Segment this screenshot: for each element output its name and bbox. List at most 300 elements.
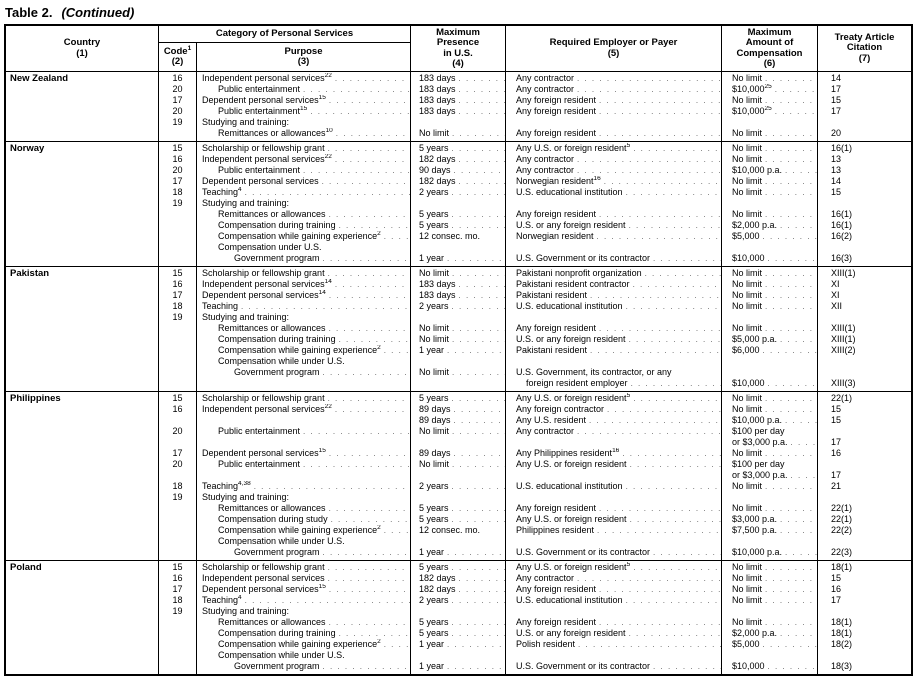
employer-cell xyxy=(506,404,721,415)
employer-cell xyxy=(506,492,721,503)
cell-text: Scholarship or fellowship grant xyxy=(202,562,325,572)
citation-cell: XIII(1) xyxy=(831,334,856,344)
presence-cell xyxy=(411,404,505,415)
compensation-cell xyxy=(722,415,817,426)
purpose-footnote-ref: 2 xyxy=(377,231,381,237)
compensation-cell xyxy=(722,154,817,165)
leader-dots xyxy=(329,617,410,628)
employer-cell xyxy=(506,514,721,525)
purpose-cell xyxy=(197,117,410,128)
leader-dots xyxy=(630,459,721,470)
leader-dots xyxy=(590,290,721,301)
presence-cell xyxy=(411,617,505,628)
compensation-cell xyxy=(722,536,817,547)
purpose-cell xyxy=(197,514,410,525)
citation-cell xyxy=(818,650,911,661)
cell-text: No limit xyxy=(732,154,763,164)
header-line: Maximum xyxy=(747,26,792,38)
cell-text: $5,000 xyxy=(732,639,760,649)
cell-text: Dependent personal services$^{15}$ xyxy=(202,584,326,594)
cell-text: 5 years xyxy=(419,628,449,638)
leader-dots xyxy=(599,584,721,595)
cell-text: Any U.S. or foreign resident$^5$ xyxy=(516,562,631,572)
country-block xyxy=(6,142,911,267)
citation-cell: 17 xyxy=(831,106,842,116)
cell-text: $2,000 p.a. xyxy=(732,628,778,638)
purpose-cell xyxy=(197,128,410,139)
code-cell xyxy=(159,367,196,378)
cell-text: No limit xyxy=(732,503,763,513)
presence-cell xyxy=(411,231,505,242)
citation-cell xyxy=(818,242,911,253)
purpose-cell xyxy=(197,334,410,345)
employer-cell xyxy=(506,220,721,231)
cell-text: Scholarship or fellowship grant xyxy=(202,393,325,403)
compensation-cell xyxy=(722,84,817,95)
cell-text: Studying and training: xyxy=(202,492,290,502)
leader-dots xyxy=(335,154,410,165)
cell-text: 2 years xyxy=(419,187,449,197)
code-cell: 16 xyxy=(172,573,183,583)
code-cell: 15 xyxy=(172,562,183,572)
leader-dots xyxy=(241,301,410,312)
cell-text: Compensation while under U.S. xyxy=(218,356,345,366)
leader-dots xyxy=(775,106,817,117)
code-cell: 19 xyxy=(172,492,183,502)
leader-dots xyxy=(245,187,410,198)
cell-text: 5 years xyxy=(419,393,449,403)
leader-dots xyxy=(629,334,721,345)
compensation-cell xyxy=(722,547,817,558)
code-cell: 18 xyxy=(172,481,183,491)
presence-cell xyxy=(411,312,505,323)
purpose-cell xyxy=(197,312,410,323)
cell-text: Government program xyxy=(234,253,320,263)
code-cell xyxy=(159,242,196,253)
country-name: New Zealand xyxy=(10,73,69,84)
presence-cell xyxy=(411,187,505,198)
citation-cell: 14 xyxy=(831,176,842,186)
citation-cell: 17 xyxy=(831,84,842,94)
code-cell: 20 xyxy=(172,84,183,94)
purpose-cell xyxy=(197,470,410,481)
presence-cell xyxy=(411,323,505,334)
code-cell: 15 xyxy=(172,143,183,153)
leader-dots xyxy=(447,345,505,356)
compensation-cell xyxy=(722,268,817,279)
compensation-cell xyxy=(722,312,817,323)
presence-cell xyxy=(411,393,505,404)
leader-dots xyxy=(765,268,817,279)
cell-text: No limit xyxy=(419,426,450,436)
leader-dots xyxy=(310,106,410,117)
employer-cell xyxy=(506,503,721,514)
leader-dots xyxy=(452,514,505,525)
compensation-cell xyxy=(722,356,817,367)
compensation-cell xyxy=(722,345,817,356)
presence-cell xyxy=(411,154,505,165)
presence-cell xyxy=(411,367,505,378)
cell-text: 182 days xyxy=(419,176,456,186)
cell-text: $2,000 p.a. xyxy=(732,220,778,230)
purpose-cell xyxy=(197,393,410,404)
purpose-cell xyxy=(197,187,410,198)
code-cell xyxy=(159,437,196,448)
leader-dots xyxy=(323,367,410,378)
code-cell: 20 xyxy=(172,426,183,436)
code-cell: 17 xyxy=(172,448,183,458)
cell-text: Any U.S. or foreign resident xyxy=(516,459,627,469)
presence-cell xyxy=(411,253,505,264)
citation-cell xyxy=(818,606,911,617)
cell-text: Independent personal services$^{14}$ xyxy=(202,279,332,289)
leader-dots xyxy=(765,187,817,198)
cell-text: or $3,000 p.a. xyxy=(732,470,788,480)
cell-text: U.S. or any foreign resident xyxy=(516,628,626,638)
code-cell xyxy=(159,639,196,650)
presence-cell xyxy=(411,547,505,558)
code-cell: 20 xyxy=(172,459,183,469)
code-cell: 19 xyxy=(172,198,183,208)
employer-cell xyxy=(506,547,721,558)
cell-text: No limit xyxy=(732,95,763,105)
leader-dots xyxy=(331,514,410,525)
purpose-cell xyxy=(197,492,410,503)
code-column xyxy=(159,561,197,674)
country-column xyxy=(6,561,159,674)
cell-text: $7,500 p.a. xyxy=(732,525,778,535)
cell-text: 12 consec. mo. xyxy=(419,525,481,535)
cell-text: Compensation while gaining experience$^2$ xyxy=(218,525,381,535)
cell-text: Dependent personal services$^{15}$ xyxy=(202,448,326,458)
code-cell: 19 xyxy=(172,606,183,616)
leader-dots xyxy=(452,595,505,606)
leader-dots xyxy=(329,448,410,459)
leader-dots xyxy=(780,514,817,525)
employer-cell xyxy=(506,143,721,154)
compensation-cell xyxy=(722,573,817,584)
leader-dots xyxy=(452,334,505,345)
leader-dots xyxy=(765,73,817,84)
cell-text: Remittances or allowances xyxy=(218,617,326,627)
citation-cell: 16(2) xyxy=(831,231,853,241)
cell-text: 5 years xyxy=(419,209,449,219)
employer-cell xyxy=(506,481,721,492)
cell-text: 182 days xyxy=(419,573,456,583)
compensation-cell xyxy=(722,595,817,606)
leader-dots xyxy=(328,268,410,279)
compensation-cell xyxy=(722,639,817,650)
leader-dots xyxy=(447,639,505,650)
purpose-footnote-ref: 2 xyxy=(377,525,381,531)
compensation-column xyxy=(722,267,818,391)
presence-cell xyxy=(411,661,505,672)
presence-cell xyxy=(411,595,505,606)
cell-text: 5 years xyxy=(419,562,449,572)
leader-dots xyxy=(452,301,505,312)
leader-dots xyxy=(775,84,817,95)
leader-dots xyxy=(454,415,505,426)
code-cell xyxy=(159,345,196,356)
code-cell xyxy=(159,470,196,481)
cell-text: Government program xyxy=(234,367,320,377)
employer-footnote-ref: 16 xyxy=(612,448,620,454)
cell-text: $10,000 xyxy=(732,661,765,671)
header-compensation xyxy=(722,26,818,71)
cell-text: Norwegian resident xyxy=(516,231,594,241)
code-cell: 15 xyxy=(172,268,183,278)
leader-dots xyxy=(329,209,410,220)
purpose-cell xyxy=(197,176,410,187)
leader-dots xyxy=(785,165,817,176)
cell-text: 5 years xyxy=(419,617,449,627)
leader-dots xyxy=(599,503,721,514)
cell-text: 183 days xyxy=(419,106,456,116)
cell-text: No limit xyxy=(732,562,763,572)
cell-text: No limit xyxy=(419,323,450,333)
purpose-cell xyxy=(197,268,410,279)
leader-dots xyxy=(452,143,505,154)
presence-cell xyxy=(411,415,505,426)
presence-cell xyxy=(411,584,505,595)
presence-cell xyxy=(411,143,505,154)
compensation-cell xyxy=(722,117,817,128)
employer-cell xyxy=(506,378,721,389)
cell-text: Scholarship or fellowship grant xyxy=(202,268,325,278)
leader-dots xyxy=(589,415,721,426)
employer-cell xyxy=(506,617,721,628)
purpose-footnote-ref: 10 xyxy=(325,128,333,134)
leader-dots xyxy=(452,367,505,378)
purpose-cell xyxy=(197,584,410,595)
purpose-cell xyxy=(197,595,410,606)
cell-text: No limit xyxy=(732,448,763,458)
leader-dots xyxy=(765,95,817,106)
presence-cell xyxy=(411,220,505,231)
cell-text: Any contractor xyxy=(516,426,575,436)
purpose-cell xyxy=(197,525,410,536)
presence-cell xyxy=(411,345,505,356)
cell-text: Independent personal services$^{22}$ xyxy=(202,73,332,83)
citation-cell: 13 xyxy=(831,154,842,164)
compensation-cell xyxy=(722,661,817,672)
employer-cell xyxy=(506,106,721,117)
cell-text: Compensation while gaining experience$^2$ xyxy=(218,639,381,649)
purpose-cell xyxy=(197,356,410,367)
purpose-cell xyxy=(197,143,410,154)
purpose-column xyxy=(197,72,411,141)
citation-cell: XII xyxy=(831,301,843,311)
compensation-cell xyxy=(722,393,817,404)
leader-dots xyxy=(622,448,721,459)
employer-cell xyxy=(506,209,721,220)
presence-cell xyxy=(411,448,505,459)
purpose-cell xyxy=(197,481,410,492)
code-cell xyxy=(159,231,196,242)
leader-dots xyxy=(447,547,505,558)
cell-text: No limit xyxy=(732,301,763,311)
purpose-cell xyxy=(197,437,410,448)
leader-dots xyxy=(765,301,817,312)
purpose-cell xyxy=(197,301,410,312)
purpose-footnote-ref: 22 xyxy=(324,404,332,410)
compensation-cell xyxy=(722,242,817,253)
presence-cell xyxy=(411,378,505,389)
purpose-cell xyxy=(197,209,410,220)
citation-cell: 18(1) xyxy=(831,628,853,638)
employer-cell xyxy=(506,661,721,672)
citation-column xyxy=(818,72,911,141)
code-column xyxy=(159,267,197,391)
presence-column xyxy=(411,392,506,560)
cell-text: Any foreign resident xyxy=(516,503,597,513)
cell-text: Any contractor xyxy=(516,73,575,83)
cell-text: 183 days xyxy=(419,84,456,94)
citation-cell: 16 xyxy=(831,584,842,594)
presence-column xyxy=(411,267,506,391)
leader-dots xyxy=(303,84,410,95)
leader-dots xyxy=(780,334,817,345)
leader-dots xyxy=(785,415,817,426)
leader-dots xyxy=(459,95,505,106)
employer-cell xyxy=(506,562,721,573)
leader-dots xyxy=(245,595,410,606)
employer-cell xyxy=(506,639,721,650)
employer-cell xyxy=(506,573,721,584)
code-cell xyxy=(159,525,196,536)
cell-text: U.S. or any foreign resident xyxy=(516,220,626,230)
employer-cell xyxy=(506,323,721,334)
compensation-cell xyxy=(722,628,817,639)
employer-cell xyxy=(506,84,721,95)
leader-dots xyxy=(765,154,817,165)
cell-text: 5 years xyxy=(419,220,449,230)
presence-cell xyxy=(411,562,505,573)
citation-cell: 18(1) xyxy=(831,562,853,572)
compensation-cell xyxy=(722,106,817,117)
cell-text: Studying and training: xyxy=(202,198,290,208)
leader-dots xyxy=(626,595,721,606)
code-cell: 17 xyxy=(172,95,183,105)
leader-dots xyxy=(780,628,817,639)
country-column xyxy=(6,267,159,391)
header-purpose-label: Purpose xyxy=(284,45,323,57)
leader-dots xyxy=(780,220,817,231)
leader-dots xyxy=(633,279,721,290)
cell-text: No limit xyxy=(732,481,763,491)
presence-cell xyxy=(411,606,505,617)
leader-dots xyxy=(597,231,721,242)
cell-text: Independent personal services$^{22}$ xyxy=(202,404,332,414)
presence-cell xyxy=(411,470,505,481)
header-employer-label: Required Employer or Payer xyxy=(549,37,678,48)
purpose-column xyxy=(197,392,411,560)
purpose-cell xyxy=(197,639,410,650)
code-cell xyxy=(159,334,196,345)
citation-cell: 15 xyxy=(831,404,842,414)
leader-dots xyxy=(459,106,505,117)
presence-cell xyxy=(411,536,505,547)
presence-cell xyxy=(411,73,505,84)
purpose-cell xyxy=(197,573,410,584)
cell-text: No limit xyxy=(732,187,763,197)
employer-cell xyxy=(506,628,721,639)
citation-column xyxy=(818,142,911,266)
purpose-footnote-ref: 15 xyxy=(318,584,326,590)
leader-dots xyxy=(452,209,505,220)
citation-cell: 16(1) xyxy=(831,220,853,230)
leader-dots xyxy=(577,84,721,95)
purpose-cell xyxy=(197,290,410,301)
country-block xyxy=(6,72,911,142)
cell-text: No limit xyxy=(732,584,763,594)
citation-cell: 18(2) xyxy=(831,639,853,649)
leader-dots xyxy=(763,345,817,356)
leader-dots xyxy=(452,459,505,470)
purpose-cell xyxy=(197,503,410,514)
purpose-cell xyxy=(197,73,410,84)
purpose-cell xyxy=(197,367,410,378)
purpose-cell xyxy=(197,323,410,334)
cell-text: 183 days xyxy=(419,279,456,289)
employer-column xyxy=(506,72,722,141)
treaty-table xyxy=(4,24,913,676)
header-line: (7) xyxy=(858,52,871,64)
code-cell: 18 xyxy=(172,187,183,197)
leader-dots xyxy=(452,393,505,404)
code-cell: 20 xyxy=(172,106,183,116)
code-cell xyxy=(159,415,196,426)
compensation-cell xyxy=(722,492,817,503)
leader-dots xyxy=(452,323,505,334)
compensation-cell xyxy=(722,220,817,231)
code-cell xyxy=(159,650,196,661)
citation-cell: 20 xyxy=(831,128,842,138)
employer-cell xyxy=(506,393,721,404)
compensation-cell xyxy=(722,198,817,209)
leader-dots xyxy=(765,595,817,606)
employer-column xyxy=(506,142,722,266)
presence-cell xyxy=(411,95,505,106)
code-cell xyxy=(159,661,196,672)
leader-dots xyxy=(459,573,505,584)
citation-cell xyxy=(818,536,911,547)
cell-text: 1 year xyxy=(419,547,445,557)
header-employer xyxy=(506,26,722,71)
leader-dots xyxy=(335,279,410,290)
presence-cell xyxy=(411,426,505,437)
cell-text: $5,000 xyxy=(732,231,760,241)
purpose-footnote-ref: 14 xyxy=(318,290,326,296)
cell-text: Independent personal services xyxy=(202,573,325,583)
purpose-footnote-ref: 4,38 xyxy=(238,481,251,487)
employer-cell xyxy=(506,154,721,165)
leader-dots xyxy=(633,393,721,404)
header-code-text: Code xyxy=(163,45,188,57)
compensation-cell xyxy=(722,279,817,290)
country-column xyxy=(6,392,159,560)
cell-text: No limit xyxy=(419,334,450,344)
header-code-footnote: 1 xyxy=(187,44,192,52)
cell-text: 182 days xyxy=(419,154,456,164)
header-line: Presence xyxy=(436,37,480,48)
cell-text: 2 years xyxy=(419,301,449,311)
compensation-column xyxy=(722,72,818,141)
presence-cell xyxy=(411,117,505,128)
cell-text: 89 days xyxy=(419,415,451,425)
leader-dots xyxy=(452,128,505,139)
leader-dots xyxy=(459,279,505,290)
